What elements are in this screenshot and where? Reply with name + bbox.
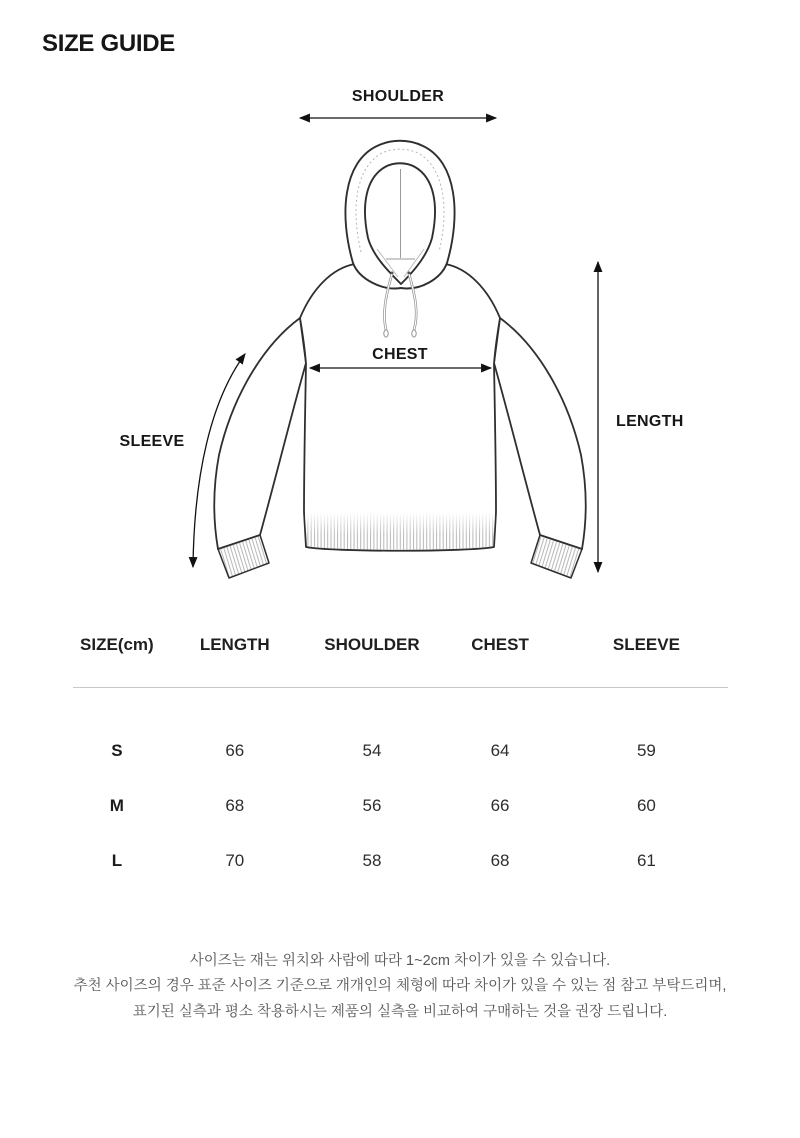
table-divider (73, 687, 728, 688)
size-table (73, 630, 728, 888)
table-row-m (73, 778, 728, 833)
shoulder-value: 58 (362, 850, 382, 870)
header-sleeve: SLEEVE (612, 635, 680, 654)
sleeve-value: 60 (636, 795, 656, 815)
sleeve-value: 61 (636, 850, 656, 870)
header-size-cm: SIZE(cm) (80, 635, 154, 654)
chest-label: CHEST (372, 346, 428, 363)
size-notes (0, 949, 800, 1025)
header-chest: CHEST (471, 635, 529, 654)
size-label: S (111, 740, 123, 760)
table-row-l (73, 833, 728, 888)
shoulder-value: 54 (362, 740, 382, 760)
header-shoulder: SHOULDER (324, 635, 420, 654)
shoulder-value: 56 (362, 795, 382, 815)
size-table-body (73, 723, 728, 888)
shoulder-label: SHOULDER (351, 88, 445, 105)
header-length: LENGTH (199, 635, 270, 654)
length-value: 68 (225, 795, 245, 815)
hem-rib (305, 512, 495, 550)
chest-value: 64 (490, 740, 510, 760)
note-line-3: 표기된 실측과 평소 착용하시는 제품의 실측을 비교하여 구매하는 것을 권장 드립니다. (132, 1003, 668, 1020)
note-line-1: 사이즈는 재는 위치와 사람에 따라 1~2cm 차이가 있을 수 있습니다. (189, 953, 611, 969)
sleeve-value: 59 (636, 740, 656, 760)
hoodie-hood (345, 141, 454, 289)
page-title: SIZE GUIDE (42, 30, 176, 57)
size-table-header-row (73, 630, 728, 660)
length-value: 66 (225, 740, 245, 760)
sleeve-label: SLEEVE (119, 433, 185, 450)
size-label: L (111, 850, 123, 870)
note-line-2: 추천 사이즈의 경우 표준 사이즈 기준으로 개개인의 체형에 따라 차이가 있을 수 있는 점 참고 부탁드리며, (73, 978, 727, 995)
chest-value: 68 (490, 850, 510, 870)
length-value: 70 (225, 850, 245, 870)
table-row-s (73, 723, 728, 778)
length-label: LENGTH (616, 413, 684, 430)
chest-value: 66 (490, 795, 510, 815)
size-label: M (109, 795, 124, 815)
hoodie-body (300, 264, 500, 551)
